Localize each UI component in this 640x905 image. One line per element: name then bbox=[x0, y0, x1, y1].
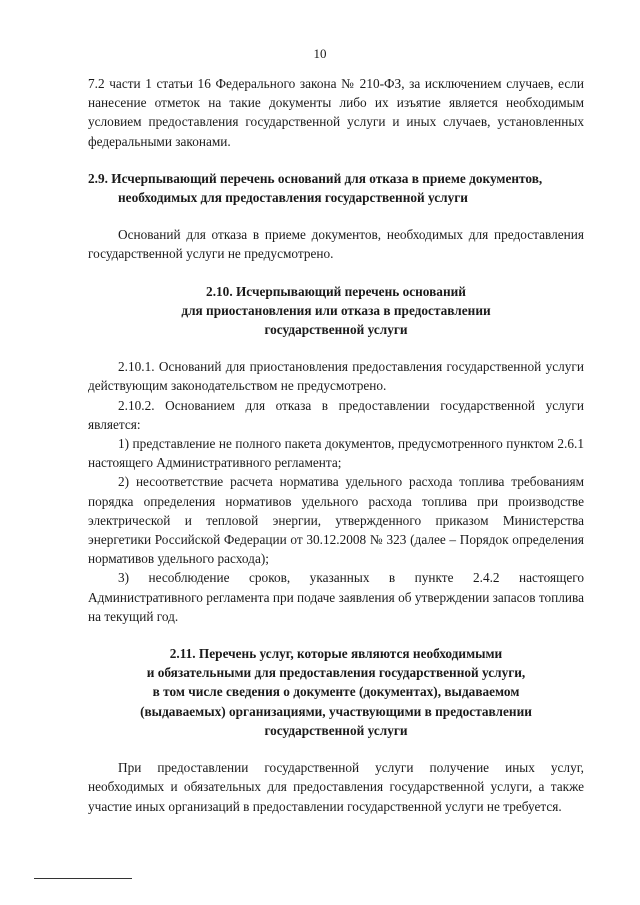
section-2-9-text: Оснований для отказа в приеме документов, необходимых для предоставления государственной услуги не предусмотрено. bbox=[88, 227, 584, 262]
section-2-10-item-1: 1) представление не полного пакета документов, предусмотренного пунктом 2.6.1 настоящего Административного регламента; bbox=[88, 436, 584, 471]
section-2-10-title bbox=[88, 282, 584, 340]
section-2-9-title bbox=[88, 169, 584, 207]
section-2-9-title-line1: 2.9. Исчерпывающий перечень оснований для отказа в приеме документов, bbox=[88, 170, 543, 186]
section-2-11-title-line1: 2.11. Перечень услуг, которые являются необходимыми bbox=[169, 646, 503, 662]
section-2-10-title-line3: государственной услуги bbox=[264, 322, 408, 338]
section-2-9-title-line2: необходимых для предоставления государственной услуги bbox=[118, 190, 468, 206]
section-2-11-text: При предоставлении государственной услуги получение иных услуг, необходимых и обязательных для предоставления государственной услуги, а также участие иных организаций в предоставлении государственной услуги не требуется. bbox=[88, 760, 584, 814]
section-2-11-title-line4: (выдаваемых) организациями, участвующими в предоставлении bbox=[140, 703, 532, 719]
section-2-11-title-line2: и обязательными для предоставления государственной услуги, bbox=[146, 665, 526, 681]
section-2-10-1: 2.10.1. Оснований для приостановления предоставления государственной услуги действующим законодательством не предусмотрено. bbox=[88, 359, 584, 394]
section-2-11-title-line3: в том числе сведения о документе (документах), выдаваемом bbox=[152, 684, 520, 700]
section-2-10-2: 2.10.2. Основанием для отказа в предоставлении государственной услуги является: bbox=[88, 397, 584, 432]
section-2-10-title-line2: для приостановления или отказа в предоставлении bbox=[181, 302, 491, 318]
intro-paragraph: 7.2 части 1 статьи 16 Федерального закона № 210-ФЗ, за исключением случаев, если нанесение отметок на такие документы либо их изъятие является необходимым условием предоставления государственной услуги и иных случаев, установленных федеральными законами. bbox=[88, 76, 584, 149]
section-2-10-title-line1: 2.10. Исчерпывающий перечень оснований bbox=[206, 283, 466, 299]
document-body bbox=[88, 74, 584, 816]
page-number: 10 bbox=[313, 46, 327, 61]
section-2-10-item-2: 2) несоответствие расчета норматива удельного расхода топлива требованиям порядка определения нормативов удельного расхода топлива при производстве электрической и тепловой энергии, утвержденного приказом Министерства энергетики Российской Федерации от 30.12.2008 № 323 (далее – Порядок определения нормативов удельного расхода); bbox=[88, 474, 584, 567]
section-2-10-item-3: 3) несоблюдение сроков, указанных в пункте 2.4.2 настоящего Административного регламента при подаче заявления об утверждении запасов топлива на текущий год. bbox=[88, 570, 584, 624]
section-2-11-title bbox=[88, 644, 584, 740]
footnote-separator bbox=[34, 878, 132, 879]
section-2-11-title-line5: государственной услуги bbox=[264, 722, 408, 738]
